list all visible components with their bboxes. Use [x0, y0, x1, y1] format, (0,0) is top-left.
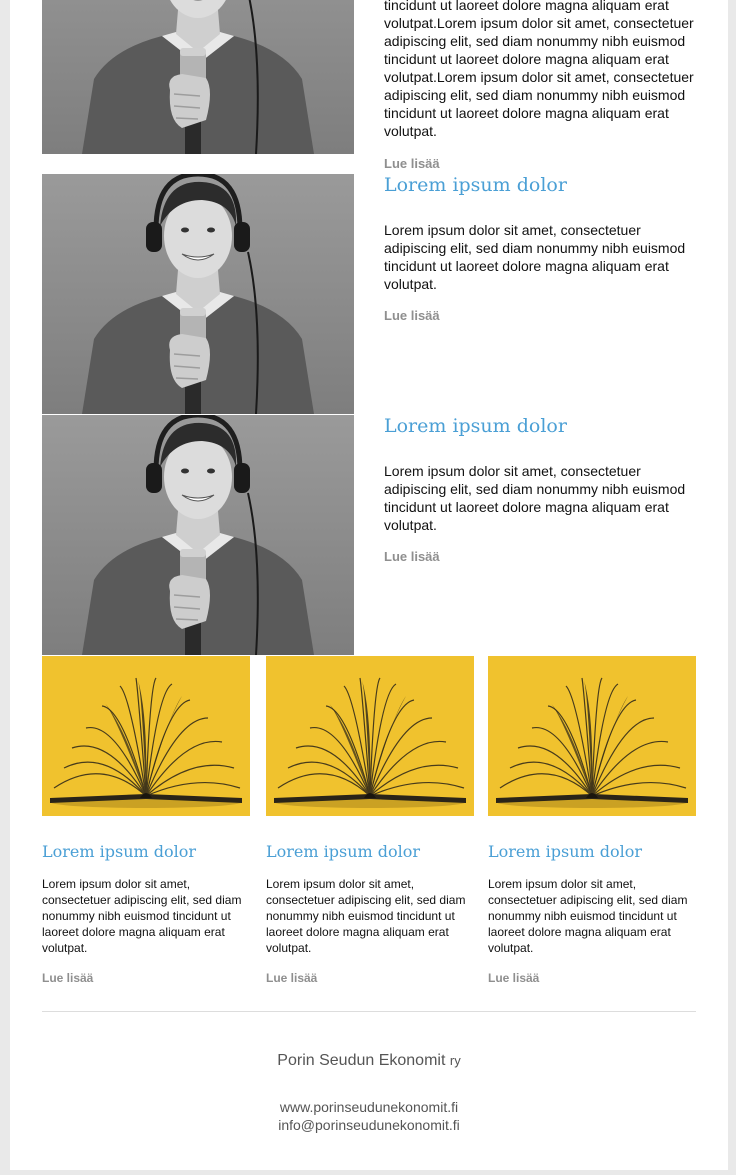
article-1-text: Lorem ipsum dolor sit amet, consectetuer adipiscing elit, sed diam nonummy nibh euismod tincidunt ut laoreet dolore magna aliquam erat volutpat. — [384, 222, 686, 292]
card-3-book-image — [488, 656, 696, 816]
article-2-title[interactable]: Lorem ipsum dolor — [384, 415, 567, 437]
article-photo-1 — [42, 174, 354, 414]
card-1-book-image — [42, 656, 250, 816]
footer-website-link[interactable]: www.porinseudunekonomit.fi — [279, 1099, 459, 1115]
card-1-title[interactable]: Lorem ipsum dolor — [42, 842, 197, 861]
article-1-title[interactable]: Lorem ipsum dolor — [384, 174, 567, 196]
footer-organization — [10, 1052, 728, 1070]
article-photo-2 — [42, 415, 354, 655]
card-3-text: Lorem ipsum dolor sit amet, consectetuer adipiscing elit, sed diam nonummy nibh euismod tincidunt ut laoreet dolore magna aliquam erat volutpat. — [488, 877, 688, 955]
card-3-read-more-link[interactable]: Lue lisää — [488, 971, 540, 985]
article-2-text: Lorem ipsum dolor sit amet, consectetuer adipiscing elit, sed diam nonummy nibh euismod tincidunt ut laoreet dolore magna aliquam erat volutpat. — [384, 463, 686, 533]
email-page — [10, 0, 728, 1170]
card-1-text: Lorem ipsum dolor sit amet, consectetuer adipiscing elit, sed diam nonummy nibh euismod tincidunt ut laoreet dolore magna aliquam erat volutpat. — [42, 877, 242, 955]
footer-email-link[interactable]: info@porinseudunekonomit.fi — [278, 1117, 460, 1133]
article-photo-top — [42, 0, 354, 154]
top-article-text: tincidunt ut laoreet dolore magna aliquam erat volutpat.Lorem ipsum dolor sit amet, consectetuer adipiscing elit, sed diam nonummy nibh euismod tincidunt ut laoreet dolore magna aliquam erat volutpat.Lorem ipsum dolor sit amet, consectetuer adipiscing elit, sed diam nonummy nibh euismod tincidunt ut laoreet dolore magna aliquam erat volutpat. — [384, 0, 694, 139]
footer-org-suffix: ry — [449, 1053, 461, 1068]
article-1-read-more-link[interactable]: Lue lisää — [384, 308, 440, 323]
article-2-read-more-link[interactable]: Lue lisää — [384, 549, 440, 564]
card-2-text: Lorem ipsum dolor sit amet, consectetuer adipiscing elit, sed diam nonummy nibh euismod tincidunt ut laoreet dolore magna aliquam erat volutpat. — [266, 877, 466, 955]
card-2-title[interactable]: Lorem ipsum dolor — [266, 842, 421, 861]
card-3-title[interactable]: Lorem ipsum dolor — [488, 842, 643, 861]
top-article-read-more-link[interactable]: Lue lisää — [384, 156, 440, 171]
card-2-book-image — [266, 656, 474, 816]
footer-divider — [42, 1011, 696, 1012]
card-2-read-more-link[interactable]: Lue lisää — [266, 971, 318, 985]
footer-org-name: Porin Seudun Ekonomit — [277, 1052, 446, 1069]
card-1-read-more-link[interactable]: Lue lisää — [42, 971, 94, 985]
